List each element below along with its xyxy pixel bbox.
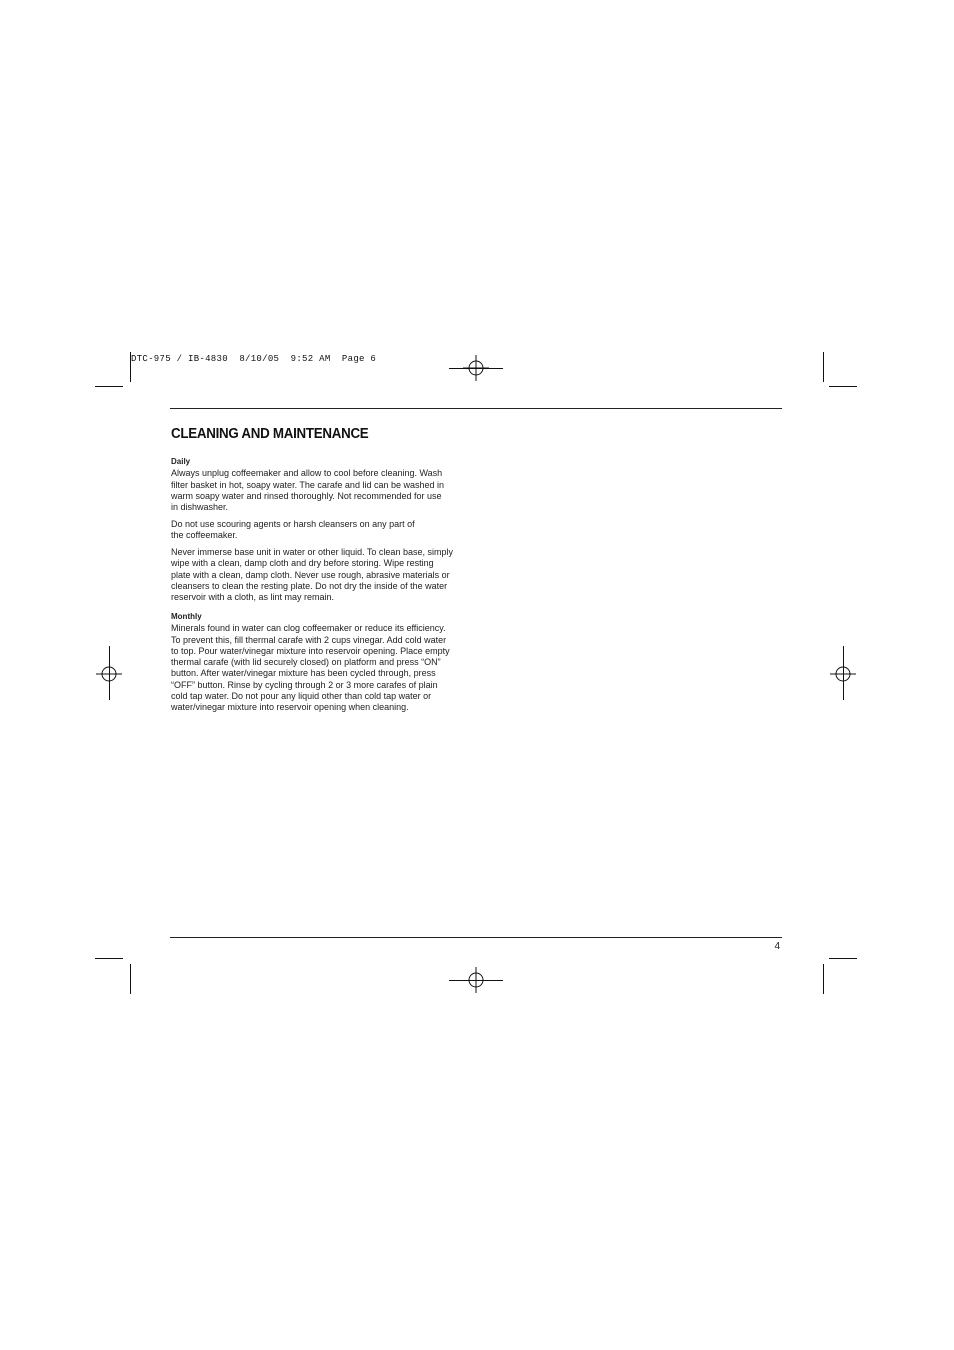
registration-mark-crossbar (449, 368, 503, 369)
print-slug: DTC-975 / IB-4830 8/10/05 9:52 AM Page 6 (131, 354, 377, 364)
page-heading: CLEANING AND MAINTENANCE (171, 426, 369, 442)
top-rule (170, 408, 782, 409)
bottom-rule (170, 937, 782, 938)
monthly-subheading: Monthly (171, 612, 202, 621)
daily-section (171, 456, 471, 609)
registration-mark-crossbar (109, 646, 110, 700)
registration-mark-crossbar (449, 980, 503, 981)
daily-paragraph-2: Do not use scouring agents or harsh cleansers on any part of the coffeemaker. (171, 518, 415, 541)
monthly-paragraph-1: Minerals found in water can clog coffeemaker or reduce its efficiency. To prevent this, fill thermal carafe with 2 cups vinegar. Add cold water to top. Pour water/vinegar mixture into reservoir opening. Place empty thermal carafe (with lid securely closed) on platform and press “ON” button. After water/vinegar mixture has been cycled through, press “OFF” button. Rinse by cycling through 2 or 3 more carafes of plain cold tap water. Do not pour any liquid other than cold tap water or water/vinegar mixture into reservoir opening when cleaning. (171, 623, 450, 713)
registration-mark-crossbar (843, 646, 844, 700)
daily-paragraph-3: Never immerse base unit in water or other liquid. To clean base, simply wipe with a clean, damp cloth and dry before storing. Wipe resting plate with a clean, damp cloth. Never use rough, abrasive materials or cleansers to clean the resting plate. Do not dry the inside of the water reservoir with a cloth, as lint may remain. (171, 547, 453, 603)
daily-paragraph-1: Always unplug coffeemaker and allow to cool before cleaning. Wash filter basket in hot, soapy water. The carafe and lid can be washed in warm soapy water and rinsed thoroughly. Not recommended for use in dishwasher. (171, 468, 444, 513)
daily-subheading: Daily (171, 457, 191, 466)
page-number: 4 (774, 941, 780, 952)
monthly-section (171, 611, 471, 719)
